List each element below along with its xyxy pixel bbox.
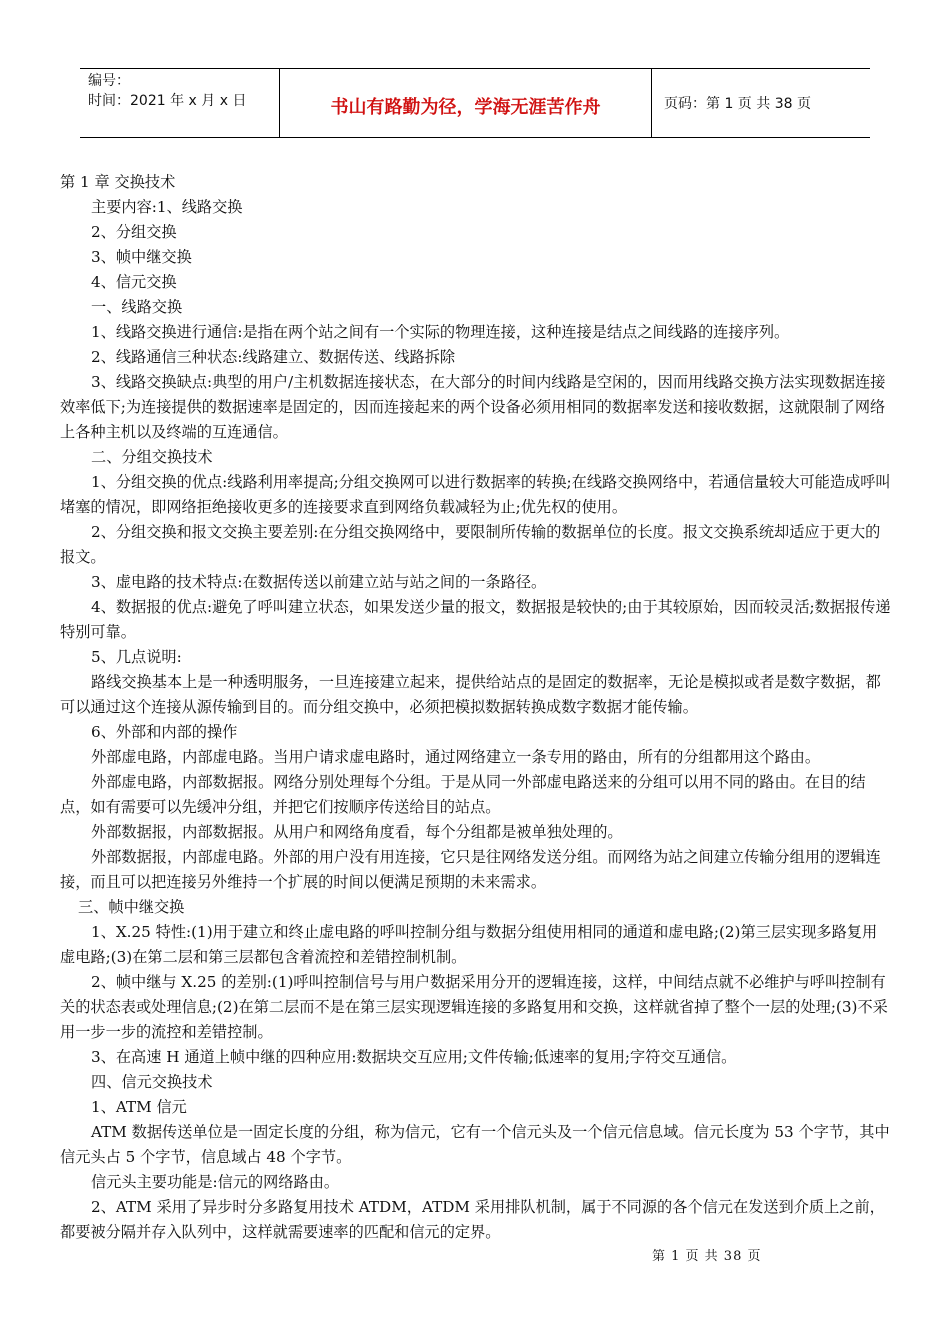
paragraph: 2、ATM 采用了异步时分多路复用技术 ATDM，ATDM 采用排队机制，属于不同源的各个信元在发送到介质上之前，都要被分隔并存入队列中，这样就需要速率的匹配和信元的定界。 — [60, 1198, 885, 1241]
paragraph: 4、数据报的优点:避免了呼叫建立状态，如果发送少量的报文，数据报是较快的;由于其较原始，因而较灵活;数据报传递特别可靠。 — [60, 598, 891, 641]
page-header — [80, 68, 870, 138]
paragraph: 2、分组交换和报文交换主要差别:在分组交换网络中，要限制所传输的数据单位的长度。报文交换系统却适应于更大的报文。 — [60, 523, 881, 566]
section-heading: 一、线路交换 — [91, 298, 183, 316]
document-number-label: 编号： — [88, 73, 130, 89]
paragraph: 外部数据报，内部数据报。从用户和网络角度看，每个分组都是被单独处理的。 — [91, 823, 623, 841]
paragraph: 信元头主要功能是:信元的网络路由。 — [91, 1173, 340, 1191]
section-heading: 三、帧中继交换 — [78, 898, 185, 916]
paragraph: 外部虚电路，内部虚电路。当用户请求虚电路时，通过网络建立一条专用的路由，所有的分组都用这个路由。 — [91, 748, 820, 766]
paragraph: 3、在高速 H 通道上帧中继的四种应用:数据块交互应用;文件传输;低速率的复用;字符交互通信。 — [91, 1048, 737, 1066]
header-page-info: 页码：第 1 页 共 38 页 — [664, 96, 811, 112]
chapter-title: 第 1 章 交换技术 — [60, 173, 176, 191]
section-heading: 二、分组交换技术 — [91, 448, 213, 466]
paragraph: 1、分组交换的优点:线路利用率提高;分组交换网可以进行数据率的转换;在线路交换网络中，若通信量较大可能造成呼叫堵塞的情况，即网络拒绝接收更多的连接要求直到网络负载减轻为止;优先权的使用。 — [60, 473, 891, 516]
paragraph: 主要内容:1、线路交换 — [91, 198, 243, 216]
header-motto: 书山有路勤为径，学海无涯苦作舟 — [280, 69, 652, 137]
paragraph: 路线交换基本上是一种透明服务，一旦连接建立起来，提供给站点的是固定的数据率，无论是模拟或者是数字数据，都可以通过这个连接从源传输到目的。而分组交换中，必须把模拟数据转换成数字数据才能传输。 — [60, 673, 881, 716]
paragraph: 外部虚电路，内部数据报。网络分别处理每个分组。于是从同一外部虚电路送来的分组可以用不同的路由。在目的结点，如有需要可以先缓冲分组，并把它们按顺序传送给目的站点。 — [60, 773, 866, 816]
paragraph: 1、ATM 信元 — [91, 1098, 187, 1116]
paragraph: 外部数据报，内部虚电路。外部的用户没有用连接，它只是往网络发送分组。而网络为站之间建立传输分组用的逻辑连接，而且可以把连接另外维持一个扩展的时间以便满足预期的未来需求。 — [60, 848, 881, 891]
section-heading: 四、信元交换技术 — [91, 1073, 213, 1091]
document-body — [60, 170, 892, 1245]
paragraph: 3、虚电路的技术特点:在数据传送以前建立站与站之间的一条路径。 — [91, 573, 547, 591]
header-meta — [80, 69, 280, 137]
paragraph: 2、线路通信三种状态:线路建立、数据传送、线路拆除 — [91, 348, 456, 366]
paragraph: 5、几点说明: — [91, 648, 182, 666]
paragraph: 4、信元交换 — [91, 273, 177, 291]
paragraph: 6、外部和内部的操作 — [91, 723, 238, 741]
paragraph: 1、X.25 特性:(1)用于建立和终止虚电路的呼叫控制分组与数据分组使用相同的通道和虚电路;(2)第三层实现多路复用虚电路;(3)在第二层和第三层都包含着流控和差错控制机制。 — [60, 923, 878, 966]
paragraph: 2、分组交换 — [91, 223, 177, 241]
paragraph: 3、线路交换缺点:典型的用户/主机数据连接状态，在大部分的时间内线路是空闲的，因而用线路交换方法实现数据连接效率低下;为连接提供的数据速率是固定的，因而连接起来的两个设备必须用相同的数据率发送和接收数据，这就限制了网络上各种主机以及终端的互连通信。 — [60, 373, 886, 441]
page-footer: 第 1 页 共 38 页 — [652, 1249, 762, 1264]
paragraph: 3、帧中继交换 — [91, 248, 192, 266]
paragraph: 1、线路交换进行通信:是指在两个站之间有一个实际的物理连接，这种连接是结点之间线路的连接序列。 — [91, 323, 790, 341]
document-time-label: 时间：2021 年 x 月 x 日 — [88, 93, 247, 109]
paragraph: 2、帧中继与 X.25 的差别:(1)呼叫控制信号与用户数据采用分开的逻辑连接，这样，中间结点就不必维护与呼叫控制有关的状态表或处理信息;(2)在第二层而不是在第三层实现逻辑连接的多路复用和交换，这样就省掉了整个一层的处理;(3)不采用一步一步的流控和差错控制。 — [60, 973, 888, 1041]
paragraph: ATM 数据传送单位是一固定长度的分组，称为信元，它有一个信元头及一个信元信息域。信元长度为 53 个字节，其中信元头占 5 个字节，信息域占 48 个字节。 — [60, 1123, 890, 1166]
